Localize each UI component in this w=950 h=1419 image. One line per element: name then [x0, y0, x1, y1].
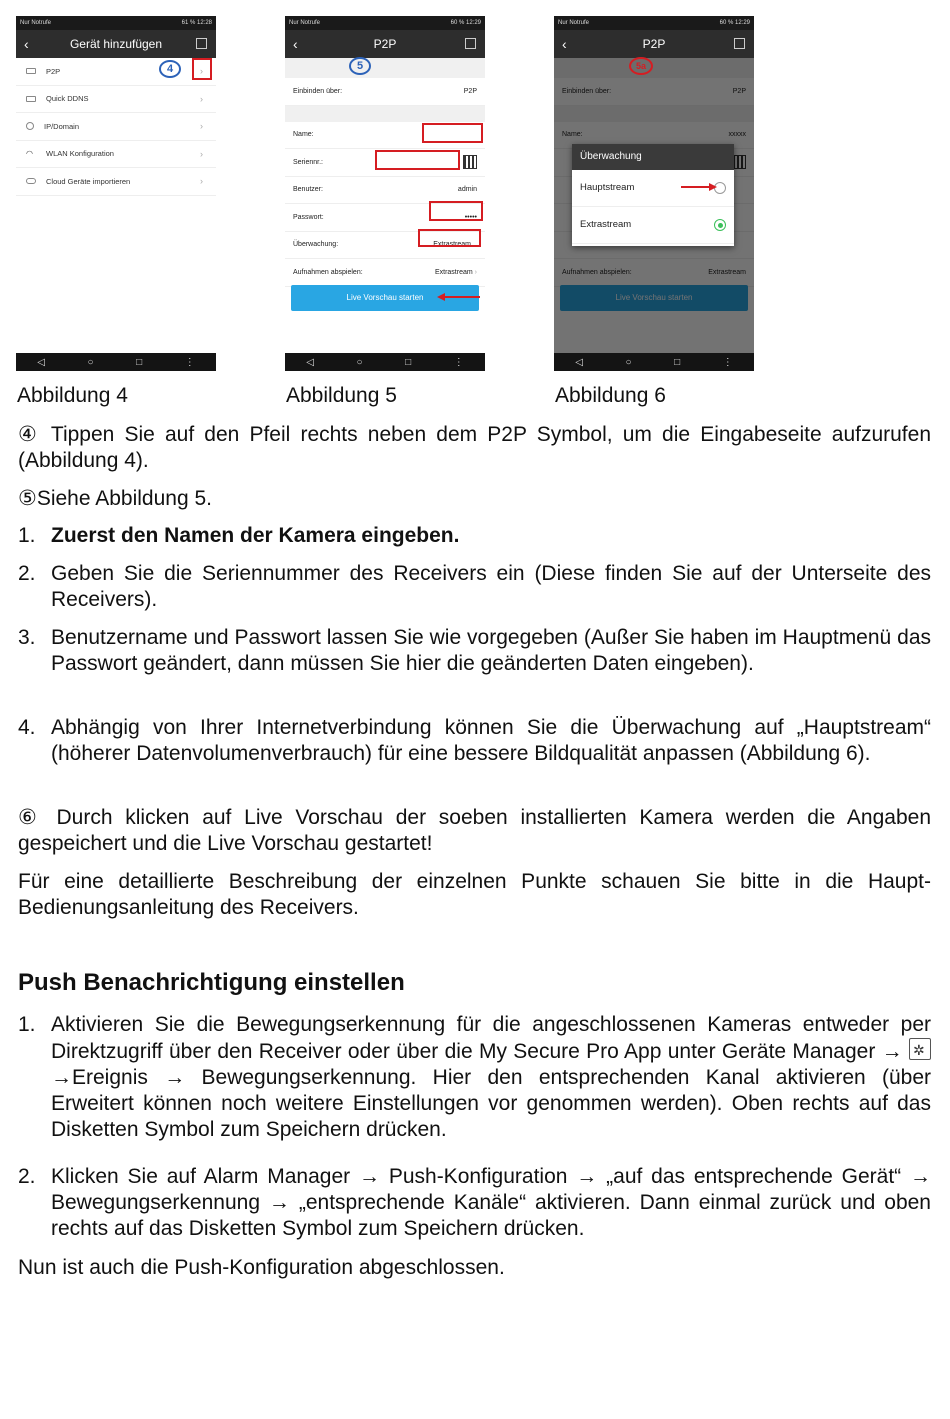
- android-nav-bar: [554, 353, 754, 371]
- user-input[interactable]: admin: [457, 186, 477, 194]
- back-arrow-icon[interactable]: ‹: [293, 36, 298, 52]
- monitor-select[interactable]: Extrastream: [433, 241, 471, 249]
- screenshot-p2p-form: [285, 16, 485, 371]
- step-marker: ⑥: [18, 806, 44, 829]
- note-paragraph: Für eine detaillierte Beschreibung der einzelnen Punkte schauen Sie bitte in die Haupt-Bedienungsanleitung des Receivers.: [18, 870, 931, 919]
- option-extrastream[interactable]: [572, 207, 734, 244]
- list-text: Abhängig von Ihrer Internetverbindung können Sie die Überwachung auf „Hauptstream“ (höherer Datenvolumenverbrauch) für eine bessere Bildqualität anpassen (Abbildung 6).: [51, 716, 931, 765]
- text-part: Bewegungserkennung. Hier den entsprechenden Kanal aktivieren (über Erweitert können noch weitere Einstellungen vor genommen werden). Oben rechts auf das Disketten Symbol zum Speichern drücken.: [51, 1066, 932, 1141]
- chevron-right-icon: ›: [200, 148, 203, 159]
- highlight-box: [422, 123, 483, 143]
- app-title: P2P: [642, 37, 666, 51]
- field-label: Seriennr.:: [293, 158, 323, 166]
- back-arrow-icon[interactable]: ‹: [24, 36, 29, 52]
- step-text: Durch klicken auf Live Vorschau der soeben installierten Kamera werden die Angaben gespeichert und die Live Vorschau gestartet!: [18, 806, 932, 855]
- qr-scan-icon[interactable]: [196, 38, 207, 49]
- list-number: 1.: [18, 524, 36, 547]
- menu-item-label: WLAN Konfiguration: [46, 149, 114, 159]
- app-title: Gerät hinzufügen: [69, 37, 163, 51]
- step-5-paragraph: [18, 486, 931, 512]
- arrow: →: [576, 1165, 598, 1188]
- list-text: Benutzername und Passwort lassen Sie wie vorgegeben (Außer Sie haben im Hauptmenü das Passwort geändert, dann müssen Sie hier die geänderten Daten eingeben).: [51, 626, 931, 675]
- text-part: Bewegungserkennung: [51, 1191, 260, 1214]
- status-bar: [554, 16, 754, 30]
- screenshot-add-device: [16, 16, 216, 371]
- menu-item-label: IP/Domain: [44, 121, 80, 131]
- save-disk-icon[interactable]: [734, 38, 745, 49]
- back-triangle-icon[interactable]: ◁: [37, 356, 45, 368]
- password-input[interactable]: •••••: [464, 213, 477, 221]
- status-bar: [16, 16, 216, 30]
- highlight-box: [375, 150, 460, 170]
- text-part: Ereignis: [72, 1066, 148, 1089]
- list-number: 4.: [18, 716, 36, 739]
- ddns-icon: [26, 96, 36, 102]
- arrow: →: [51, 1066, 72, 1089]
- text-part: „auf das entsprechende Gerät“: [606, 1165, 902, 1188]
- figure-caption-4: Abbildung 4: [17, 384, 128, 407]
- status-bar: [285, 16, 485, 30]
- app-bar: [16, 30, 216, 58]
- bind-via-row[interactable]: [285, 78, 485, 106]
- more-dots-icon[interactable]: ⋮: [722, 356, 733, 368]
- highlight-box: [192, 58, 212, 80]
- step-6-paragraph: [18, 805, 931, 857]
- arrow: →: [164, 1066, 186, 1089]
- p2p-icon: [26, 68, 36, 74]
- status-left: Nur Notrufe: [20, 20, 52, 26]
- dialog-title: Überwachung: [572, 144, 734, 170]
- recents-square-icon[interactable]: □: [405, 356, 412, 368]
- more-dots-icon[interactable]: ⋮: [453, 356, 464, 368]
- field-label: Benutzer:: [293, 186, 323, 194]
- step-marker: ④: [18, 423, 42, 446]
- home-circle-icon[interactable]: ○: [87, 356, 94, 368]
- text-part: Klicken Sie auf Alarm Manager: [51, 1165, 351, 1188]
- menu-item-cloud-import[interactable]: [16, 168, 216, 196]
- arrow: →: [910, 1165, 931, 1188]
- section-heading: Push Benachrichtigung einstellen: [18, 969, 405, 996]
- back-triangle-icon[interactable]: ◁: [306, 356, 314, 368]
- menu-item-quick-ddns[interactable]: [16, 86, 216, 114]
- screenshot-monitor-dialog: [554, 16, 754, 371]
- menu-item-p2p[interactable]: [16, 58, 216, 86]
- list-text: [51, 1164, 931, 1242]
- android-nav-bar: [16, 353, 216, 371]
- back-triangle-icon[interactable]: ◁: [575, 356, 583, 368]
- live-preview-label: Live Vorschau starten: [346, 293, 424, 302]
- option-label: Extrastream: [580, 219, 632, 230]
- list-text: [51, 1012, 931, 1143]
- arrow: →: [268, 1191, 290, 1214]
- step-text: Tippen Sie auf den Pfeil rechts neben dem P2P Symbol, um die Eingabeseite aufzurufen (Abbildung 4).: [18, 423, 931, 472]
- recents-square-icon[interactable]: □: [136, 356, 143, 368]
- step-badge: 5: [349, 57, 371, 75]
- wifi-icon: ◠: [26, 149, 33, 159]
- status-right: 60 % 12:29: [450, 20, 481, 26]
- red-arrow-icon: [435, 292, 481, 302]
- text-part: Push-Konfiguration: [388, 1165, 568, 1188]
- menu-item-label: Quick DDNS: [46, 94, 89, 104]
- menu-item-label: P2P: [46, 66, 61, 76]
- app-bar: [554, 30, 754, 58]
- arrow: →: [881, 1040, 903, 1063]
- radio-selected[interactable]: [714, 219, 726, 231]
- home-circle-icon[interactable]: ○: [356, 356, 363, 368]
- list-number: 2.: [18, 562, 36, 585]
- list-item: [18, 1164, 931, 1242]
- list-item: [18, 523, 931, 549]
- highlight-box: [418, 229, 481, 247]
- status-left: Nur Notrufe: [558, 20, 590, 26]
- chevron-right-icon[interactable]: ›: [200, 66, 203, 77]
- list-number: 1.: [18, 1013, 36, 1036]
- recents-square-icon[interactable]: □: [674, 356, 681, 368]
- user-row[interactable]: [285, 177, 485, 205]
- red-arrow-icon: [680, 182, 718, 192]
- list-number: 3.: [18, 626, 36, 649]
- list-item: [18, 1012, 931, 1143]
- arrow: →: [358, 1165, 380, 1188]
- step-badge: 5a: [629, 57, 653, 75]
- cloud-icon: [26, 178, 36, 184]
- status-right: 60 % 12:29: [719, 20, 750, 26]
- field-value: P2P: [463, 87, 477, 95]
- field-label: Einbinden über:: [293, 87, 343, 95]
- option-label: Hauptstream: [580, 182, 635, 193]
- spacer: [285, 58, 485, 78]
- highlight-box: [429, 201, 483, 221]
- step-4-paragraph: [18, 422, 931, 474]
- chevron-right-icon: ›: [200, 121, 203, 132]
- field-label: Name:: [293, 131, 314, 139]
- status-left: Nur Notrufe: [289, 20, 321, 26]
- step-text: Siehe Abbildung 5.: [36, 487, 212, 510]
- step-badge: 4: [159, 60, 181, 78]
- text-part: „entsprechende Kanäle“ aktivieren. Dann einmal zurück und oben rechts auf das Disketten Symbol zum Speichern drücken.: [51, 1191, 931, 1240]
- field-label: Passwort:: [293, 213, 324, 221]
- save-disk-icon[interactable]: [465, 38, 476, 49]
- more-dots-icon[interactable]: ⋮: [184, 356, 195, 368]
- globe-icon: [26, 122, 34, 130]
- back-arrow-icon[interactable]: ‹: [562, 36, 567, 52]
- field-label: Überwachung:: [293, 241, 339, 249]
- list-item: [18, 625, 931, 677]
- field-label: Aufnahmen abspielen:: [293, 268, 363, 276]
- menu-item-ip-domain[interactable]: [16, 113, 216, 141]
- step-marker: ⑤: [18, 487, 37, 510]
- spacer: [285, 106, 485, 122]
- home-circle-icon[interactable]: ○: [625, 356, 632, 368]
- final-paragraph: Nun ist auch die Push-Konfiguration abgeschlossen.: [18, 1256, 505, 1279]
- list-item: [18, 561, 931, 613]
- chevron-right-icon: ›: [200, 93, 203, 104]
- playback-select[interactable]: [435, 269, 477, 276]
- figure-caption-6: Abbildung 6: [555, 384, 666, 407]
- list-text: Zuerst den Namen der Kamera eingeben.: [51, 524, 460, 547]
- menu-item-label: Cloud Geräte importieren: [46, 176, 131, 186]
- chevron-right-icon: ›: [200, 176, 203, 187]
- settings-device-icon: [909, 1038, 931, 1060]
- text-part: Aktivieren Sie die Bewegungserkennung für die angeschlossenen Kameras entweder per Direktzugriff über den Receiver oder über die My Secure Pro App unter Geräte Manager: [51, 1013, 931, 1063]
- app-bar: [285, 30, 485, 58]
- list-number: 2.: [18, 1165, 36, 1188]
- app-title: P2P: [373, 37, 397, 51]
- chevron-right-icon: ›: [474, 268, 477, 276]
- android-nav-bar: [285, 353, 485, 371]
- menu-item-wlan[interactable]: [16, 141, 216, 169]
- figure-caption-5: Abbildung 5: [286, 384, 397, 407]
- list-text: Geben Sie die Seriennummer des Receivers ein (Diese finden Sie auf der Unterseite des Receivers).: [51, 562, 931, 611]
- playback-row[interactable]: [285, 259, 485, 287]
- status-right: 61 % 12:28: [181, 20, 212, 26]
- monitor-dialog: [572, 144, 734, 246]
- list-item: [18, 715, 931, 767]
- qr-code-icon[interactable]: [463, 155, 477, 169]
- field-value: Extrastream: [434, 268, 473, 276]
